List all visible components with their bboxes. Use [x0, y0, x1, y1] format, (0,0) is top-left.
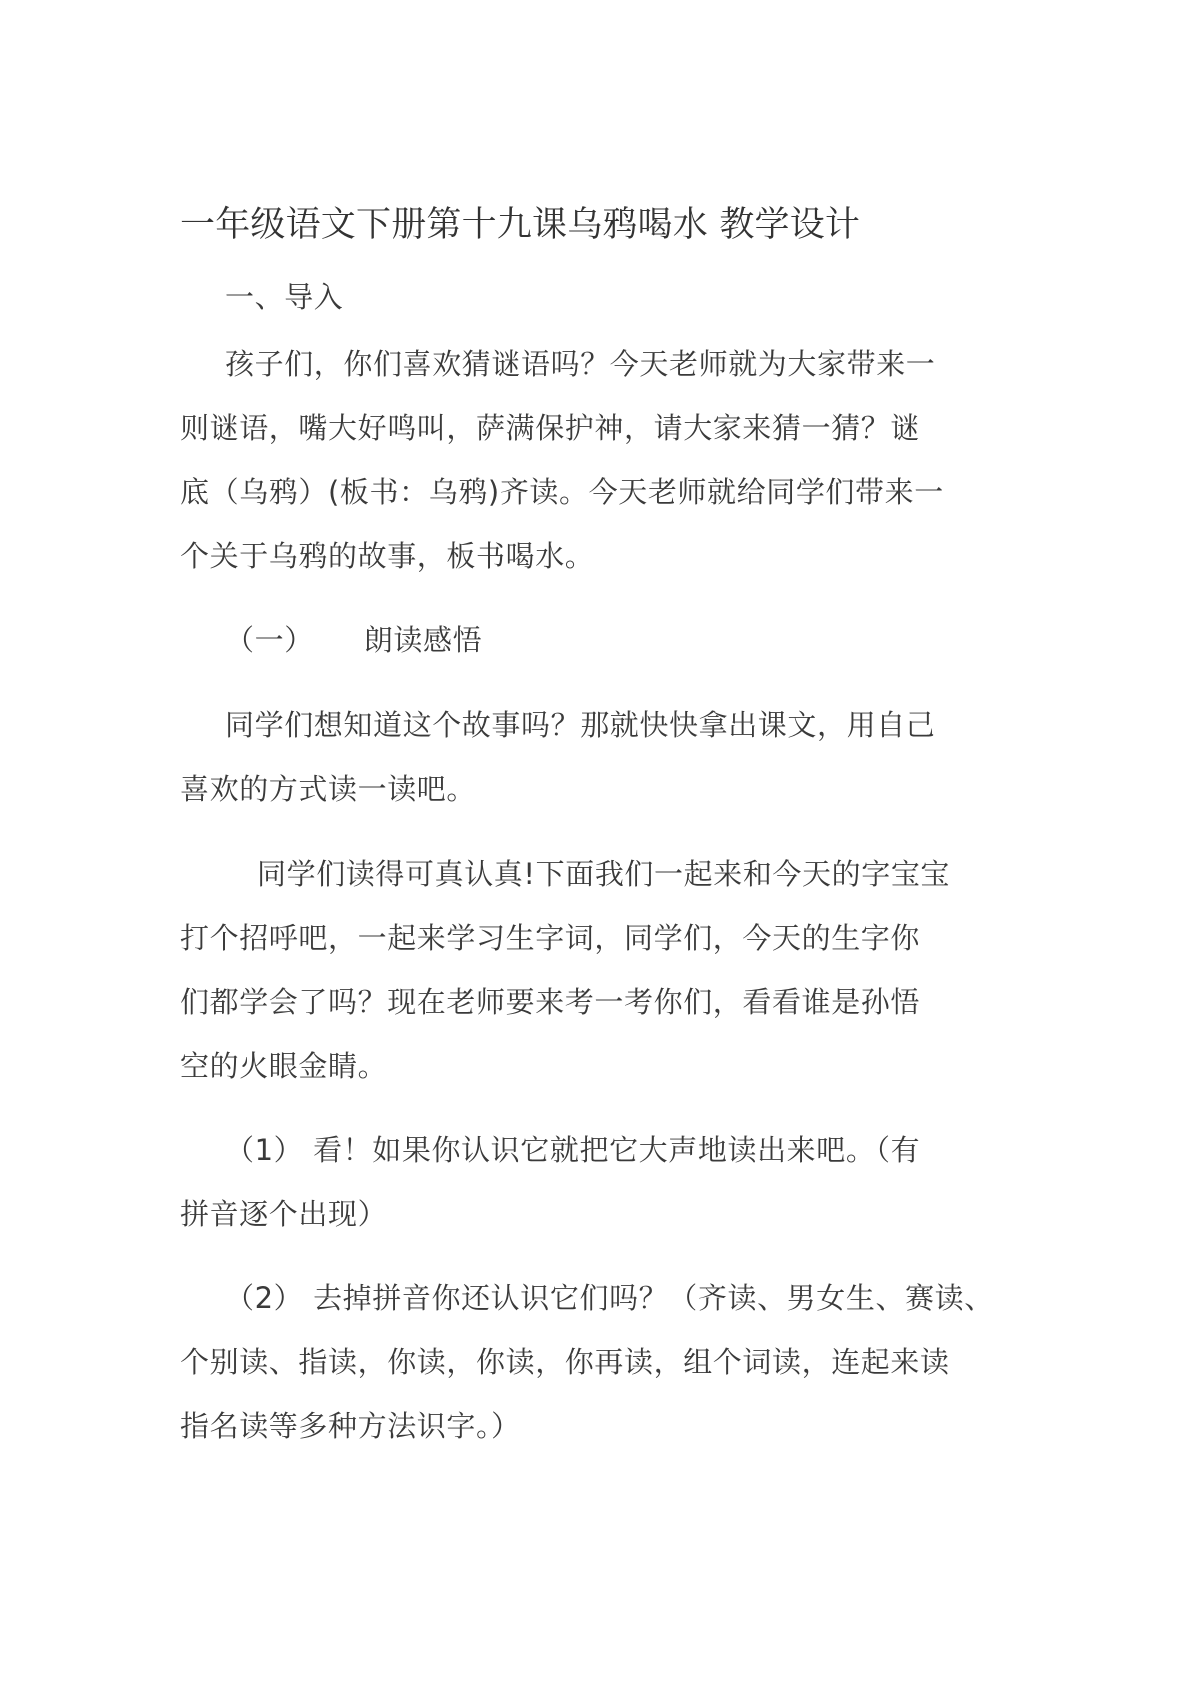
subsection-heading — [225, 622, 482, 658]
paragraph-line: （1） 看！如果你认识它就把它大声地读出来吧。（有 — [225, 1133, 921, 1167]
document-title: 一年级语文下册第十九课乌鸦喝水 教学设计 — [180, 205, 861, 245]
paragraph-line: 指名读等多种方法识字。） — [180, 1409, 521, 1443]
section-heading-intro: 一、导入 — [225, 280, 344, 314]
paragraph-line: 打个招呼吧，一起来学习生字词，同学们，今天的生字你 — [180, 921, 921, 955]
subsection-number: （一） — [225, 623, 314, 657]
paragraph-line: 同学们读得可真认真!下面我们一起来和今天的字宝宝 — [257, 857, 951, 891]
paragraph-line: 喜欢的方式读一读吧。 — [180, 772, 477, 806]
paragraph-line: 孩子们，你们喜欢猜谜语吗？今天老师就为大家带来一 — [225, 347, 936, 381]
subsection-title: 朗读感悟 — [363, 623, 483, 657]
paragraph-line: 则谜语，嘴大好鸣叫，萨满保护神，请大家来猜一猜？谜 — [180, 411, 921, 445]
paragraph-line: 拼音逐个出现） — [180, 1197, 388, 1231]
paragraph-line: 空的火眼金睛。 — [180, 1049, 388, 1083]
paragraph-line: （2） 去掉拼音你还认识它们吗？（齐读、男女生、赛读、 — [225, 1281, 994, 1315]
paragraph-line: 底（乌鸦）(板书：乌鸦)齐读。今天老师就给同学们带来一 — [180, 475, 944, 509]
paragraph-line: 同学们想知道这个故事吗？那就快快拿出课文，用自己 — [225, 708, 936, 742]
paragraph-line: 个关于乌鸦的故事，板书喝水。 — [180, 539, 595, 573]
paragraph-line: 们都学会了吗？现在老师要来考一考你们，看看谁是孙悟 — [180, 985, 921, 1019]
paragraph-line: 个别读、指读，你读，你读，你再读，组个词读，连起来读 — [180, 1345, 950, 1379]
